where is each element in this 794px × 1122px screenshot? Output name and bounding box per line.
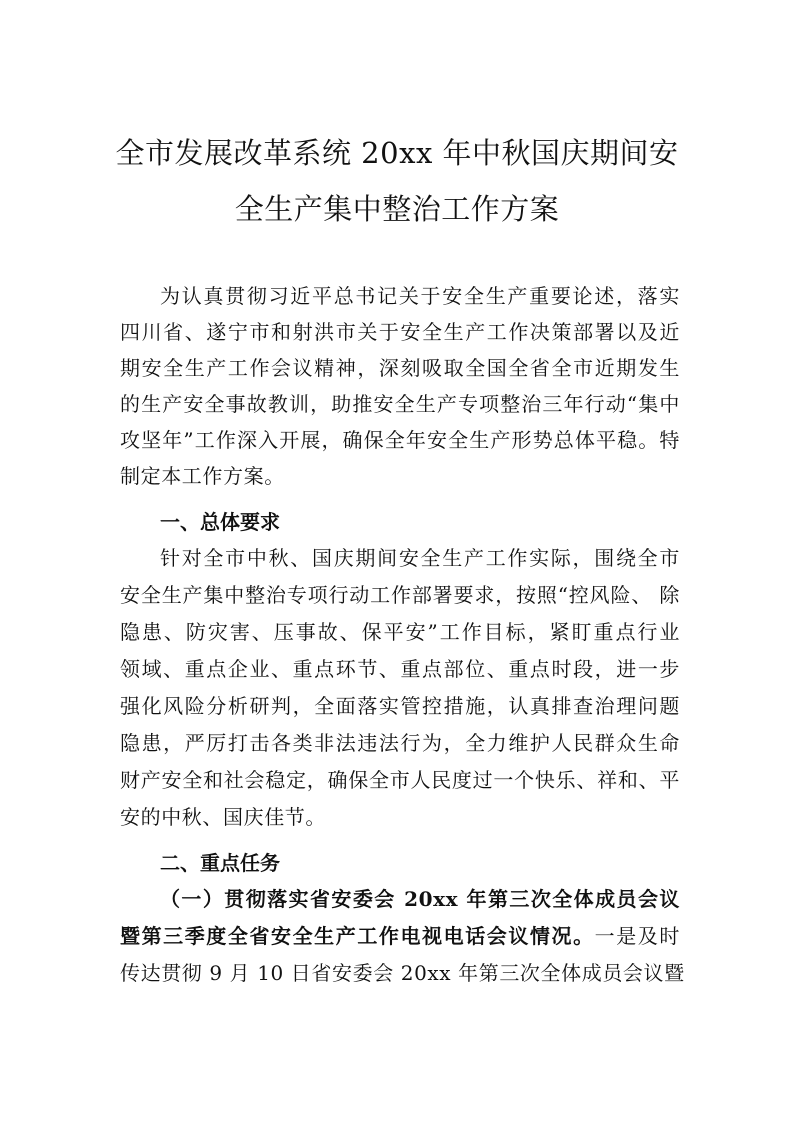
subsection-1-line-3: 传达贯彻 9 月 10 日省安委会 20xx 年第三次全体成员会议暨 — [120, 961, 685, 985]
document-title-line-1: 全市发展改革系统 20xx 年中秋国庆期间安 — [115, 136, 679, 170]
section-2-heading: 二、重点任务 — [160, 851, 280, 875]
document-title-line-2: 全生产集中整治工作方案 — [234, 192, 560, 226]
section-1-line-7: 财产安全和社会稳定，确保全市人民度过一个快乐、祥和、平 — [120, 768, 680, 792]
intro-line-3: 期安全生产工作会议精神，深刻吸取全国全省全市近期发生 — [120, 356, 680, 380]
intro-line-4: 的生产安全事故教训，助推安全生产专项整治三年行动“集中 — [120, 392, 680, 416]
intro-line-5: 攻坚年”工作深入开展，确保全年安全生产形势总体平稳。特 — [120, 428, 680, 452]
section-1-line-3: 隐患、防灾害、压事故、保平安”工作目标，紧盯重点行业 — [120, 620, 680, 644]
section-1-heading: 一、总体要求 — [160, 510, 280, 534]
subsection-1-bold-title: 暨第三季度全省安全生产工作电视电话会议情况。 — [120, 924, 595, 948]
section-1-line-6: 隐患，严厉打击各类非法违法行为，全力维护人民群众生命 — [120, 731, 680, 755]
section-1-line-2: 安全生产集中整治专项行动工作部署要求，按照“控风险、 除 — [120, 583, 680, 607]
subsection-1-tail-text: 一是及时 — [594, 924, 680, 948]
subsection-1-line-1: （一）贯彻落实省安委会 20xx 年第三次全体成员会议 — [160, 887, 680, 911]
intro-line-2: 四川省、遂宁市和射洪市关于安全生产工作决策部署以及近 — [120, 320, 680, 344]
section-1-line-1: 针对全市中秋、国庆期间安全生产工作实际，围绕全市 — [160, 546, 680, 570]
subsection-1-line-2 — [120, 918, 680, 954]
section-1-line-8: 安的中秋、国庆佳节。 — [120, 805, 326, 829]
intro-line-6: 制定本工作方案。 — [120, 464, 285, 488]
section-1-line-5: 强化风险分析研判，全面落实管控措施，认真排查治理问题 — [120, 694, 680, 718]
intro-line-1: 为认真贯彻习近平总书记关于安全生产重要论述，落实 — [160, 284, 680, 308]
section-1-line-4: 领域、重点企业、重点环节、重点部位、重点时段，进一步 — [120, 657, 680, 681]
